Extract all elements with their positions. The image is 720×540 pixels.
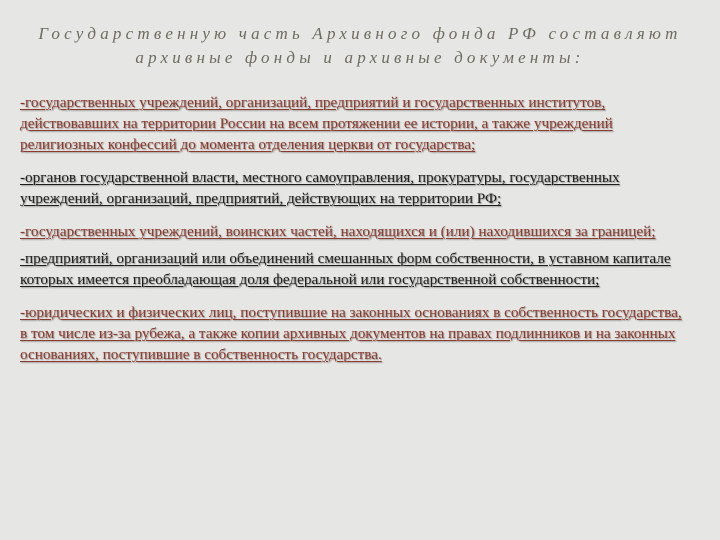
content-list — [20, 92, 688, 377]
list-item-legal-entities: -юридических и физических лиц, поступившие на законных основаниях в собственность государства, в том числе из-за рубежа, а также копии архивных документов на правах подлинников и на законных основаниях, поступившие в собственность государства. — [20, 304, 682, 363]
title-line-1: Государственную часть Архивного фонда РФ составляют — [38, 24, 682, 43]
title-line-2: архивные фонды и архивные документы: — [135, 48, 585, 67]
list-item-mixed-ownership: -предприятий, организаций или объединений смешанных форм собственности, в уставном капитале которых имеется преобладающая доля федеральной или государственной собственности; — [20, 250, 671, 288]
list-item-abroad-institutions: -государственных учреждений, воинских частей, находящихся и (или) находившихся за границей; — [20, 223, 656, 240]
list-item-state-authorities: -органов государственной власти, местного самоуправления, прокуратуры, государственных учреждений, организаций, предприятий, действующих на территории РФ; — [20, 169, 620, 207]
slide-title — [20, 22, 700, 70]
list-item-government-institutions: -государственных учреждений, организаций, предприятий и государственных институтов, действовавших на территории России на всем протяжении ее истории, а также учреждений религиозных конфессий до момента отделения церкви от государства; — [20, 94, 613, 153]
